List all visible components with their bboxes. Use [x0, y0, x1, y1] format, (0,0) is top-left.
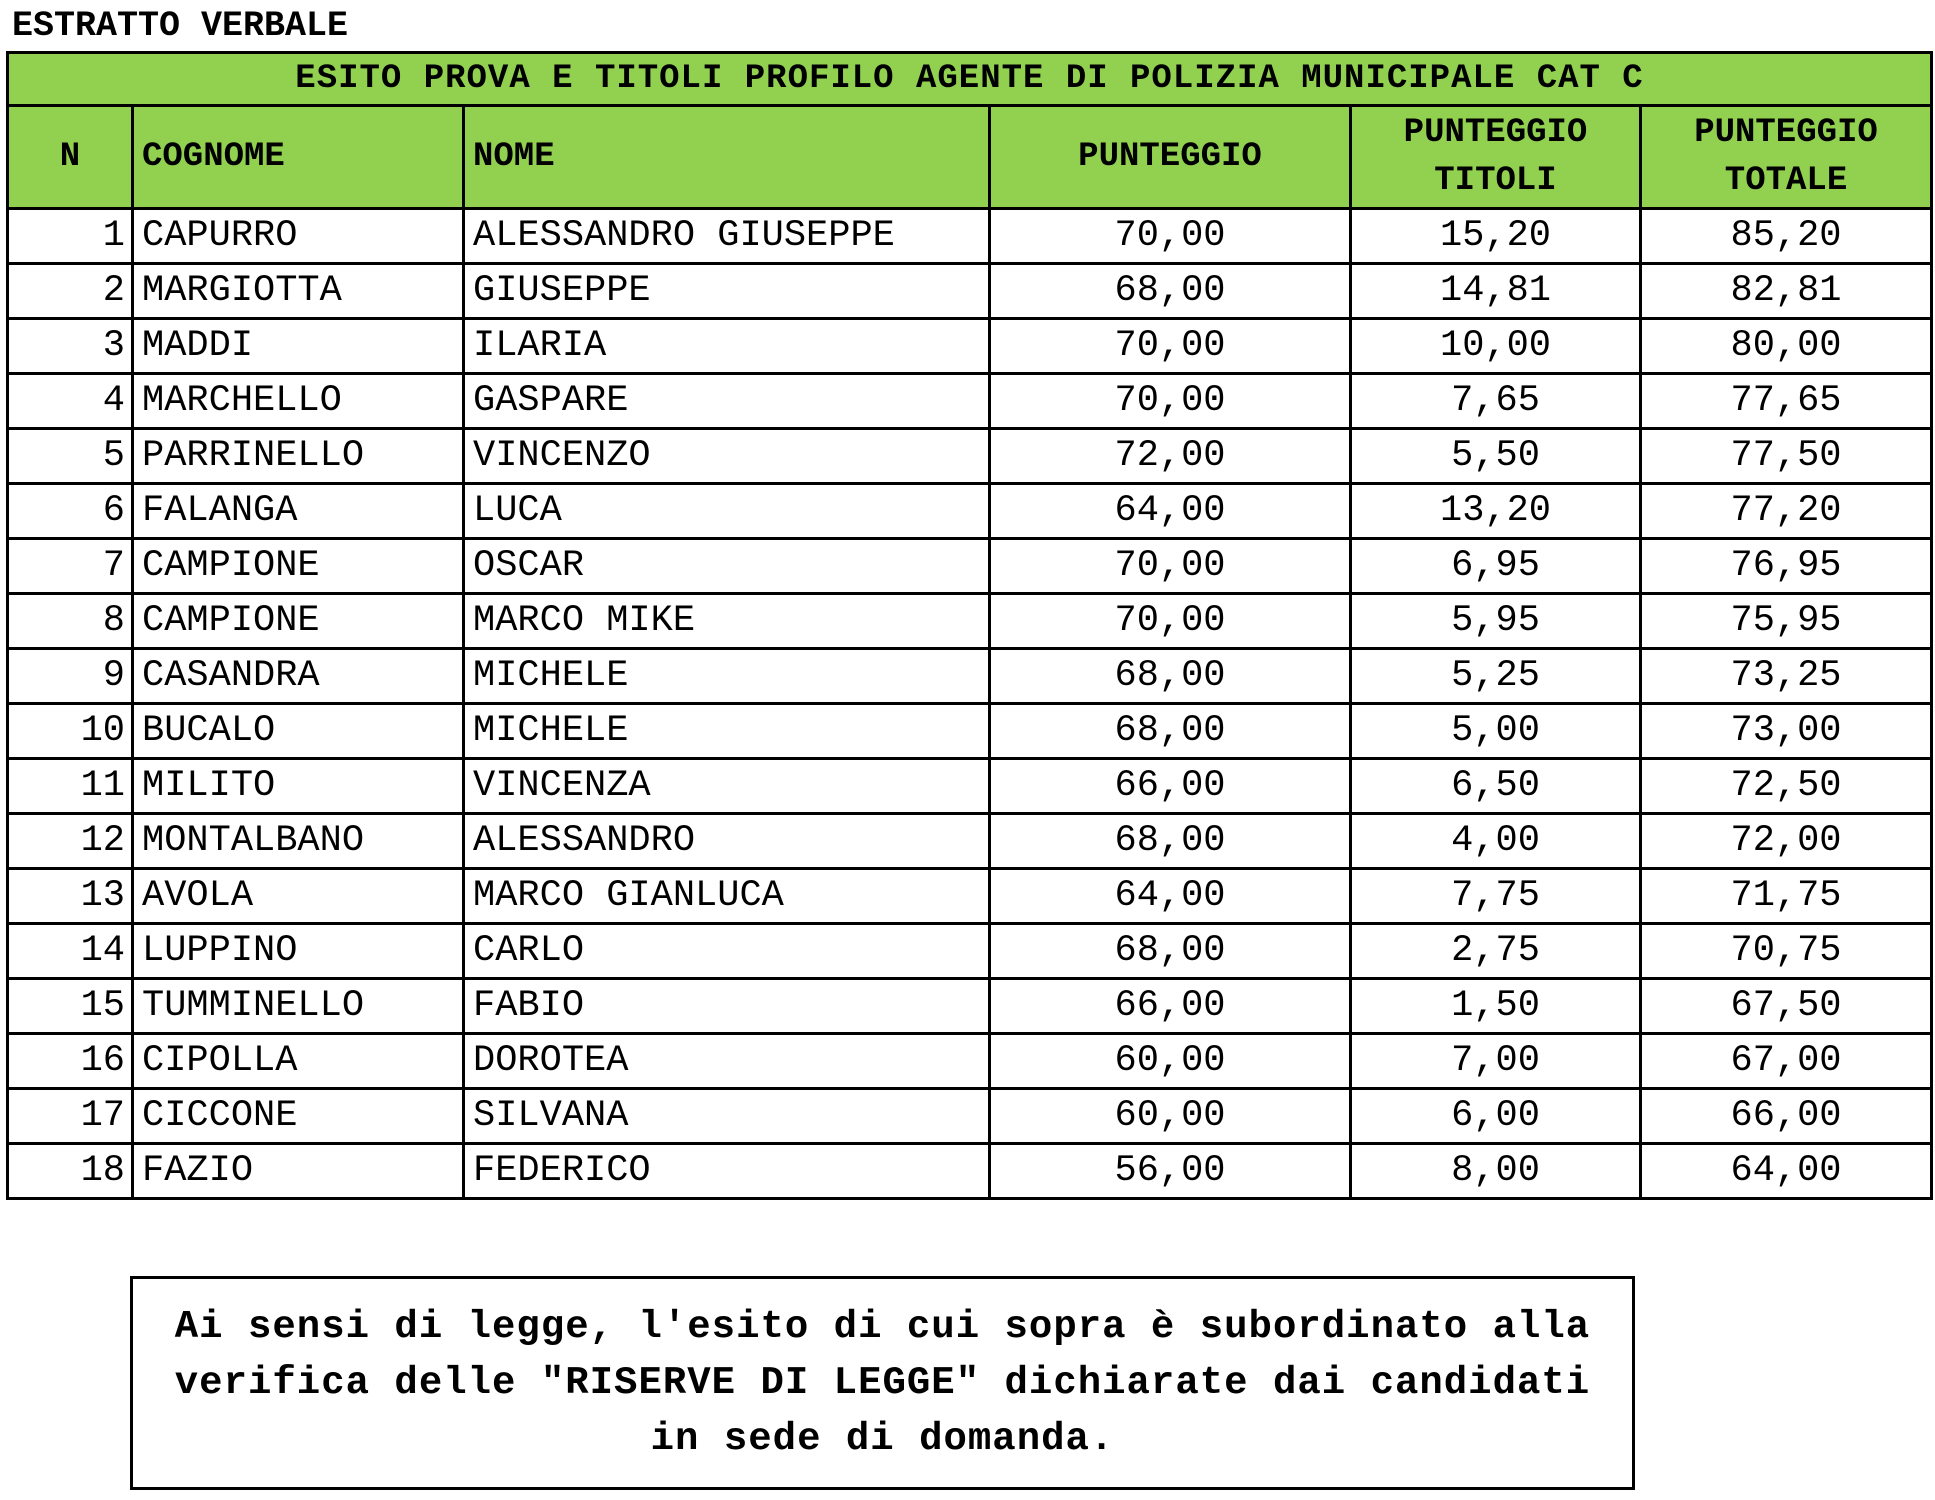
cell-punteggio: 64,00	[990, 869, 1351, 924]
table-row	[8, 264, 1932, 319]
table-row	[8, 484, 1932, 539]
cell-punteggio: 70,00	[990, 539, 1351, 594]
cell-n: 10	[8, 704, 133, 759]
cell-cognome: MADDI	[133, 319, 464, 374]
table-row	[8, 539, 1932, 594]
cell-nome: MICHELE	[464, 649, 990, 704]
cell-punteggio-totale: 72,00	[1641, 814, 1932, 869]
table-row	[8, 1034, 1932, 1089]
cell-cognome: FAZIO	[133, 1144, 464, 1199]
cell-punteggio-titoli: 7,75	[1351, 869, 1641, 924]
cell-punteggio-titoli: 6,50	[1351, 759, 1641, 814]
cell-punteggio-totale: 77,20	[1641, 484, 1932, 539]
cell-nome: MICHELE	[464, 704, 990, 759]
document-title: ESTRATTO VERBALE	[12, 6, 349, 46]
table-row	[8, 374, 1932, 429]
cell-punteggio-titoli: 5,25	[1351, 649, 1641, 704]
column-header-nome: NOME	[464, 106, 990, 209]
cell-punteggio: 56,00	[990, 1144, 1351, 1199]
table-row	[8, 594, 1932, 649]
cell-nome: ALESSANDRO GIUSEPPE	[464, 209, 990, 264]
table-row	[8, 1144, 1932, 1199]
table-caption: ESITO PROVA E TITOLI PROFILO AGENTE DI POLIZIA MUNICIPALE CAT C	[8, 53, 1932, 106]
cell-punteggio-totale: 85,20	[1641, 209, 1932, 264]
cell-nome: VINCENZA	[464, 759, 990, 814]
table-row	[8, 979, 1932, 1034]
cell-punteggio: 60,00	[990, 1034, 1351, 1089]
cell-nome: ALESSANDRO	[464, 814, 990, 869]
column-header-n: N	[8, 106, 133, 209]
cell-nome: FEDERICO	[464, 1144, 990, 1199]
table-row	[8, 649, 1932, 704]
cell-n: 3	[8, 319, 133, 374]
cell-punteggio-titoli: 2,75	[1351, 924, 1641, 979]
table-body	[8, 209, 1932, 1199]
cell-n: 9	[8, 649, 133, 704]
cell-nome: SILVANA	[464, 1089, 990, 1144]
cell-cognome: CAMPIONE	[133, 539, 464, 594]
cell-punteggio-titoli: 6,00	[1351, 1089, 1641, 1144]
cell-cognome: LUPPINO	[133, 924, 464, 979]
cell-punteggio-totale: 73,00	[1641, 704, 1932, 759]
cell-nome: ILARIA	[464, 319, 990, 374]
column-header-punteggio-titoli: PUNTEGGIO TITOLI	[1351, 106, 1641, 209]
cell-nome: GASPARE	[464, 374, 990, 429]
cell-punteggio-titoli: 14,81	[1351, 264, 1641, 319]
cell-punteggio: 66,00	[990, 979, 1351, 1034]
table-row	[8, 319, 1932, 374]
table-row	[8, 869, 1932, 924]
cell-punteggio-totale: 72,50	[1641, 759, 1932, 814]
cell-n: 1	[8, 209, 133, 264]
column-header-cognome: COGNOME	[133, 106, 464, 209]
cell-n: 6	[8, 484, 133, 539]
cell-punteggio-totale: 64,00	[1641, 1144, 1932, 1199]
cell-cognome: PARRINELLO	[133, 429, 464, 484]
cell-cognome: MILITO	[133, 759, 464, 814]
cell-punteggio: 68,00	[990, 924, 1351, 979]
cell-n: 4	[8, 374, 133, 429]
cell-punteggio: 66,00	[990, 759, 1351, 814]
cell-punteggio-titoli: 6,95	[1351, 539, 1641, 594]
cell-n: 15	[8, 979, 133, 1034]
cell-n: 13	[8, 869, 133, 924]
cell-nome: OSCAR	[464, 539, 990, 594]
cell-punteggio-totale: 75,95	[1641, 594, 1932, 649]
cell-punteggio-totale: 66,00	[1641, 1089, 1932, 1144]
column-header-punteggio-totale: PUNTEGGIO TOTALE	[1641, 106, 1932, 209]
results-table	[6, 51, 1933, 1200]
cell-punteggio: 70,00	[990, 319, 1351, 374]
cell-nome: CARLO	[464, 924, 990, 979]
cell-nome: MARCO MIKE	[464, 594, 990, 649]
cell-cognome: AVOLA	[133, 869, 464, 924]
cell-punteggio: 68,00	[990, 704, 1351, 759]
cell-n: 12	[8, 814, 133, 869]
cell-punteggio-titoli: 7,00	[1351, 1034, 1641, 1089]
cell-punteggio-titoli: 4,00	[1351, 814, 1641, 869]
cell-cognome: TUMMINELLO	[133, 979, 464, 1034]
cell-cognome: CAPURRO	[133, 209, 464, 264]
cell-punteggio-totale: 70,75	[1641, 924, 1932, 979]
cell-punteggio: 68,00	[990, 814, 1351, 869]
cell-punteggio: 60,00	[990, 1089, 1351, 1144]
table-header-row	[8, 106, 1932, 209]
cell-punteggio-titoli: 5,50	[1351, 429, 1641, 484]
cell-cognome: MARGIOTTA	[133, 264, 464, 319]
cell-cognome: MONTALBANO	[133, 814, 464, 869]
table-row	[8, 1089, 1932, 1144]
cell-punteggio-titoli: 7,65	[1351, 374, 1641, 429]
legal-note-box	[130, 1276, 1635, 1490]
cell-punteggio-totale: 80,00	[1641, 319, 1932, 374]
cell-cognome: BUCALO	[133, 704, 464, 759]
table-row	[8, 924, 1932, 979]
cell-cognome: CICCONE	[133, 1089, 464, 1144]
cell-punteggio-totale: 71,75	[1641, 869, 1932, 924]
cell-nome: GIUSEPPE	[464, 264, 990, 319]
cell-punteggio-titoli: 13,20	[1351, 484, 1641, 539]
cell-punteggio-titoli: 5,00	[1351, 704, 1641, 759]
cell-cognome: CASANDRA	[133, 649, 464, 704]
cell-n: 17	[8, 1089, 133, 1144]
table-row	[8, 759, 1932, 814]
table-row	[8, 814, 1932, 869]
cell-punteggio-totale: 82,81	[1641, 264, 1932, 319]
cell-punteggio-totale: 73,25	[1641, 649, 1932, 704]
cell-punteggio: 64,00	[990, 484, 1351, 539]
cell-punteggio: 72,00	[990, 429, 1351, 484]
cell-punteggio: 68,00	[990, 264, 1351, 319]
cell-cognome: MARCHELLO	[133, 374, 464, 429]
cell-punteggio-titoli: 15,20	[1351, 209, 1641, 264]
cell-nome: DOROTEA	[464, 1034, 990, 1089]
cell-punteggio-totale: 67,00	[1641, 1034, 1932, 1089]
table-row	[8, 209, 1932, 264]
table-row	[8, 429, 1932, 484]
cell-punteggio-titoli: 8,00	[1351, 1144, 1641, 1199]
cell-punteggio-totale: 76,95	[1641, 539, 1932, 594]
cell-n: 8	[8, 594, 133, 649]
cell-n: 14	[8, 924, 133, 979]
cell-cognome: CIPOLLA	[133, 1034, 464, 1089]
cell-n: 5	[8, 429, 133, 484]
cell-punteggio-titoli: 10,00	[1351, 319, 1641, 374]
cell-punteggio: 70,00	[990, 594, 1351, 649]
cell-punteggio-totale: 77,65	[1641, 374, 1932, 429]
cell-nome: MARCO GIANLUCA	[464, 869, 990, 924]
cell-punteggio-titoli: 1,50	[1351, 979, 1641, 1034]
cell-punteggio-totale: 67,50	[1641, 979, 1932, 1034]
cell-punteggio: 70,00	[990, 374, 1351, 429]
cell-n: 7	[8, 539, 133, 594]
cell-n: 18	[8, 1144, 133, 1199]
cell-punteggio-totale: 77,50	[1641, 429, 1932, 484]
cell-n: 2	[8, 264, 133, 319]
cell-nome: LUCA	[464, 484, 990, 539]
column-header-punteggio: PUNTEGGIO	[990, 106, 1351, 209]
table-caption-row	[8, 53, 1932, 106]
cell-punteggio: 70,00	[990, 209, 1351, 264]
cell-cognome: CAMPIONE	[133, 594, 464, 649]
cell-cognome: FALANGA	[133, 484, 464, 539]
legal-note-text: Ai sensi di legge, l'esito di cui sopra è subordinato alla verifica delle "RISERVE DI LEGGE" dichiarate dai candidati in sede di domanda.	[174, 1305, 1591, 1461]
cell-nome: FABIO	[464, 979, 990, 1034]
table-row	[8, 704, 1932, 759]
cell-punteggio: 68,00	[990, 649, 1351, 704]
cell-n: 11	[8, 759, 133, 814]
cell-n: 16	[8, 1034, 133, 1089]
cell-nome: VINCENZO	[464, 429, 990, 484]
cell-punteggio-titoli: 5,95	[1351, 594, 1641, 649]
